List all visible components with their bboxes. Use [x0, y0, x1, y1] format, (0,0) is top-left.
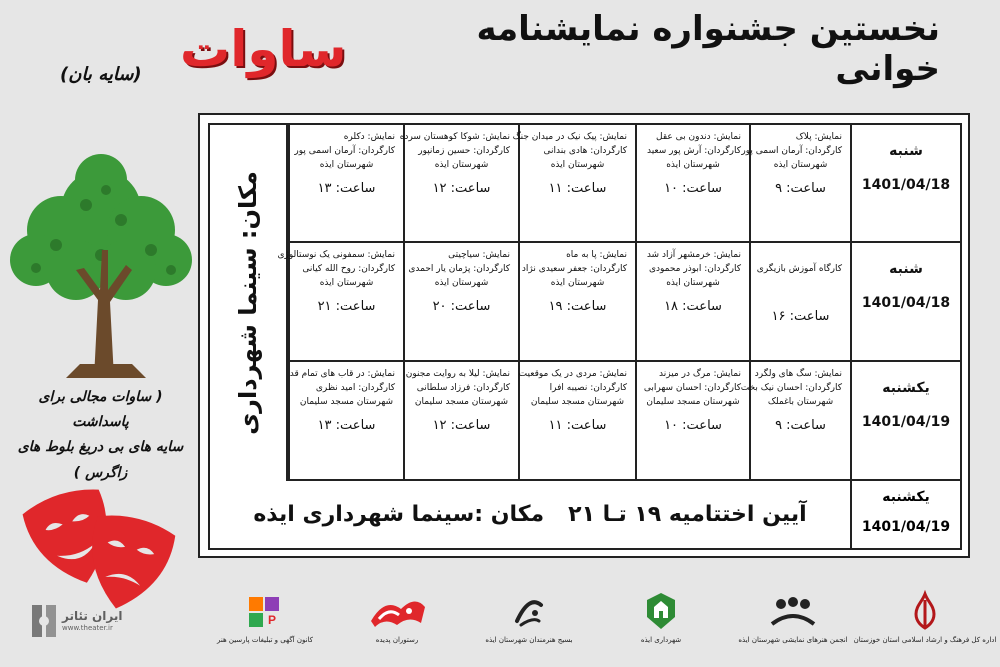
closing-ceremony-place: مکان :سینما شهرداری ایذه [253, 502, 545, 527]
city-name: شهرستان ایذه [319, 159, 374, 170]
director-name: کارگردان: آرمان اسمی پور [294, 145, 395, 156]
director-name: کارگردان: آرش پور سعید [646, 145, 741, 156]
title-accent: ساوات [180, 20, 347, 78]
sponsor-logo [342, 590, 452, 644]
show-time: ساعت: ۱۲ [432, 180, 491, 196]
play-name: نمایش: شوکا کوهستان سرده [399, 132, 510, 142]
play-name: نمایش: لیلا به روایت مجنون [405, 369, 510, 379]
director-name: کارگردان: احسان نیک بخت [740, 382, 842, 393]
program-cell [403, 243, 518, 362]
play-name: نمایش: دکلره [343, 132, 395, 142]
city-name: شهرستان مسجد سلیمان [530, 396, 625, 407]
sponsor-caption: انجمن هنرهای نمایشی شهرستان ایذه [738, 636, 848, 644]
program-cell [749, 243, 850, 362]
sponsor-logo [474, 590, 584, 644]
play-name: نمایش: سیاچیتی [448, 250, 510, 260]
show-time: ساعت: ۱۲ [432, 417, 491, 433]
schedule-row [277, 243, 960, 362]
watermark-url: www.theater.ir [62, 623, 113, 632]
play-name: نمایش: در قاب های تمام قد [289, 369, 395, 379]
play-name: نمایش: خرمشهر آزاد شد [646, 250, 741, 260]
program-cell [518, 243, 635, 362]
sponsor-logos [200, 572, 997, 662]
city-name: شهرستان ایذه [434, 277, 489, 288]
city-name: شهرستان ایذه [666, 277, 720, 288]
program-cell [512, 125, 635, 243]
program-cell [635, 125, 749, 243]
program-cell [277, 243, 403, 362]
director-name: کارگردان: حسین زمانپور [418, 145, 510, 156]
show-time: ساعت: ۲۱ [317, 298, 376, 314]
director-name: کارگردان: احسان سهرابی [643, 382, 741, 393]
play-name: نمایش: پلاک [795, 132, 842, 142]
show-time: ساعت: ۹ [775, 180, 826, 196]
director-name: کارگردان: هادی بندانی [543, 145, 627, 156]
workshop-name: کارگاه آموزش بازیگری [756, 264, 842, 274]
sponsor-caption: شهرداری ایذه [640, 636, 682, 644]
watermark [30, 598, 150, 644]
city-name: شهرستان ایذه [319, 277, 374, 288]
date-cell [850, 481, 960, 548]
oak-tree-icon [6, 150, 196, 380]
program-cell [635, 362, 749, 481]
day-label: شنبه [889, 261, 923, 277]
city-name: شهرستان ایذه [550, 159, 605, 170]
closing-ceremony-time: آیین اختتامیه ۱۹ تـا ۲۱ [568, 502, 807, 527]
director-name: کارگردان: نصیبه افرا [549, 382, 627, 393]
date-cell [850, 125, 960, 243]
play-name: نمایش: سگ های ولگرد [754, 369, 842, 379]
director-name: کارگردان: ابوذر محمودی [648, 263, 741, 274]
show-time: ساعت: ۱۱ [548, 180, 607, 196]
schedule-row [288, 125, 960, 243]
schedule-row [288, 362, 960, 481]
program-cell [288, 125, 403, 243]
director-name: کارگردان: جعفر سعیدی نژاد [521, 263, 627, 274]
sponsor-logo [606, 590, 716, 644]
show-time: ساعت: ۱۶ [771, 308, 830, 324]
show-time: ساعت: ۱۰ [664, 417, 722, 433]
subtitle: (سایه بان) [60, 64, 142, 85]
day-label: یکشنبه [882, 380, 930, 396]
show-time: ساعت: ۱۳ [317, 180, 376, 196]
city-name: شهرستان باغملک [767, 396, 834, 407]
show-time: ساعت: ۱۰ [664, 180, 722, 196]
slogan-line-2: سایه های بی دریغ بلوط های زاگرس ) [17, 439, 184, 481]
watermark-text: ایران تئاتر [62, 609, 123, 624]
program-cell [635, 243, 749, 362]
closing-ceremony [210, 481, 850, 548]
play-name: نمایش: مرگ در میزند [659, 369, 741, 379]
program-cell [741, 125, 850, 243]
play-name: نمایش: پا به ماه [566, 250, 627, 260]
padideh-icon [365, 591, 429, 631]
city-name: شهرستان ایذه [666, 159, 720, 170]
show-time: ساعت: ۱۹ [548, 298, 607, 314]
city-name: شهرستان ایذه [773, 159, 828, 170]
play-name: نمایش: مردی در یک موقعیت [518, 369, 627, 379]
slogan-line-1: ( ساوات مجالی برای پاسداشت [38, 389, 163, 431]
venue-label: مکان: سینما شهرداری [234, 171, 262, 435]
show-time: ساعت: ۱۱ [548, 417, 607, 433]
sponsor-caption: رستوران پدیده [375, 636, 419, 644]
basij-artists-icon [509, 591, 549, 631]
theatre-association-icon [770, 594, 816, 628]
iran-theater-logo-icon [30, 601, 58, 641]
day-label: شنبه [889, 143, 923, 159]
svg-text:P: P [267, 613, 277, 627]
show-time: ساعت: ۹ [775, 417, 826, 433]
date-label: 1401/04/18 [861, 177, 951, 193]
day-label: یکشنبه [882, 489, 930, 505]
director-name: کارگردان: روح الله کیانی [302, 263, 395, 274]
date-label: 1401/04/19 [861, 414, 951, 430]
date-cell [850, 243, 960, 362]
date-label: 1401/04/18 [861, 295, 951, 311]
city-name: شهرستان ایذه [550, 277, 605, 288]
city-name: شهرستان مسجد سلیمان [414, 396, 509, 407]
program-cell [740, 362, 850, 481]
program-cell [288, 362, 403, 481]
city-name: شهرستان مسجد سلیمان [646, 396, 740, 407]
schedule-grid [208, 123, 962, 550]
sponsor-logo [853, 590, 997, 644]
show-time: ساعت: ۱۸ [664, 298, 722, 314]
program-cell [403, 362, 518, 481]
director-name: کارگردان: امید نظری [315, 382, 395, 393]
program-cell [399, 125, 518, 243]
municipality-icon [641, 591, 681, 631]
date-cell [850, 362, 960, 481]
show-time: ساعت: ۲۰ [432, 298, 491, 314]
sponsor-logo [738, 590, 848, 644]
director-name: کارگردان: فرزاد سلطانی [416, 382, 510, 393]
sponsor-caption: اداره کل فرهنگ و ارشاد اسلامی استان خوزستان [853, 636, 997, 644]
schedule-board [198, 113, 970, 558]
sponsor-caption: بسیج هنرمندان شهرستان ایذه [485, 636, 573, 644]
play-name: نمایش: سمفونی یک نوستالوژی [277, 250, 395, 260]
festival-title [180, 9, 940, 89]
sponsor-caption: کانون آگهی و تبلیغات پارسین هنر [216, 636, 314, 644]
play-name: نمایش: دندون بی عقل [656, 132, 741, 142]
sponsor-logo [210, 590, 320, 644]
iran-emblem-icon [908, 592, 942, 630]
city-name: شهرستان ایذه [434, 159, 489, 170]
program-cell [518, 362, 635, 481]
parsian-icon [245, 591, 285, 631]
slogan [8, 385, 193, 486]
director-name: کارگردان: آرمان اسمی پور [741, 145, 842, 156]
show-time: ساعت: ۱۳ [317, 417, 376, 433]
venue-column [210, 125, 288, 481]
director-name: کارگردان: پژمان یار احمدی [408, 263, 510, 274]
play-name: نمایش: پیک نیک در میدان جنگ [512, 132, 627, 142]
title-main: نخستین جشنواره نمایشنامه خوانی [476, 9, 940, 89]
date-label: 1401/04/19 [861, 519, 951, 535]
city-name: شهرستان مسجد سلیمان [299, 396, 394, 407]
